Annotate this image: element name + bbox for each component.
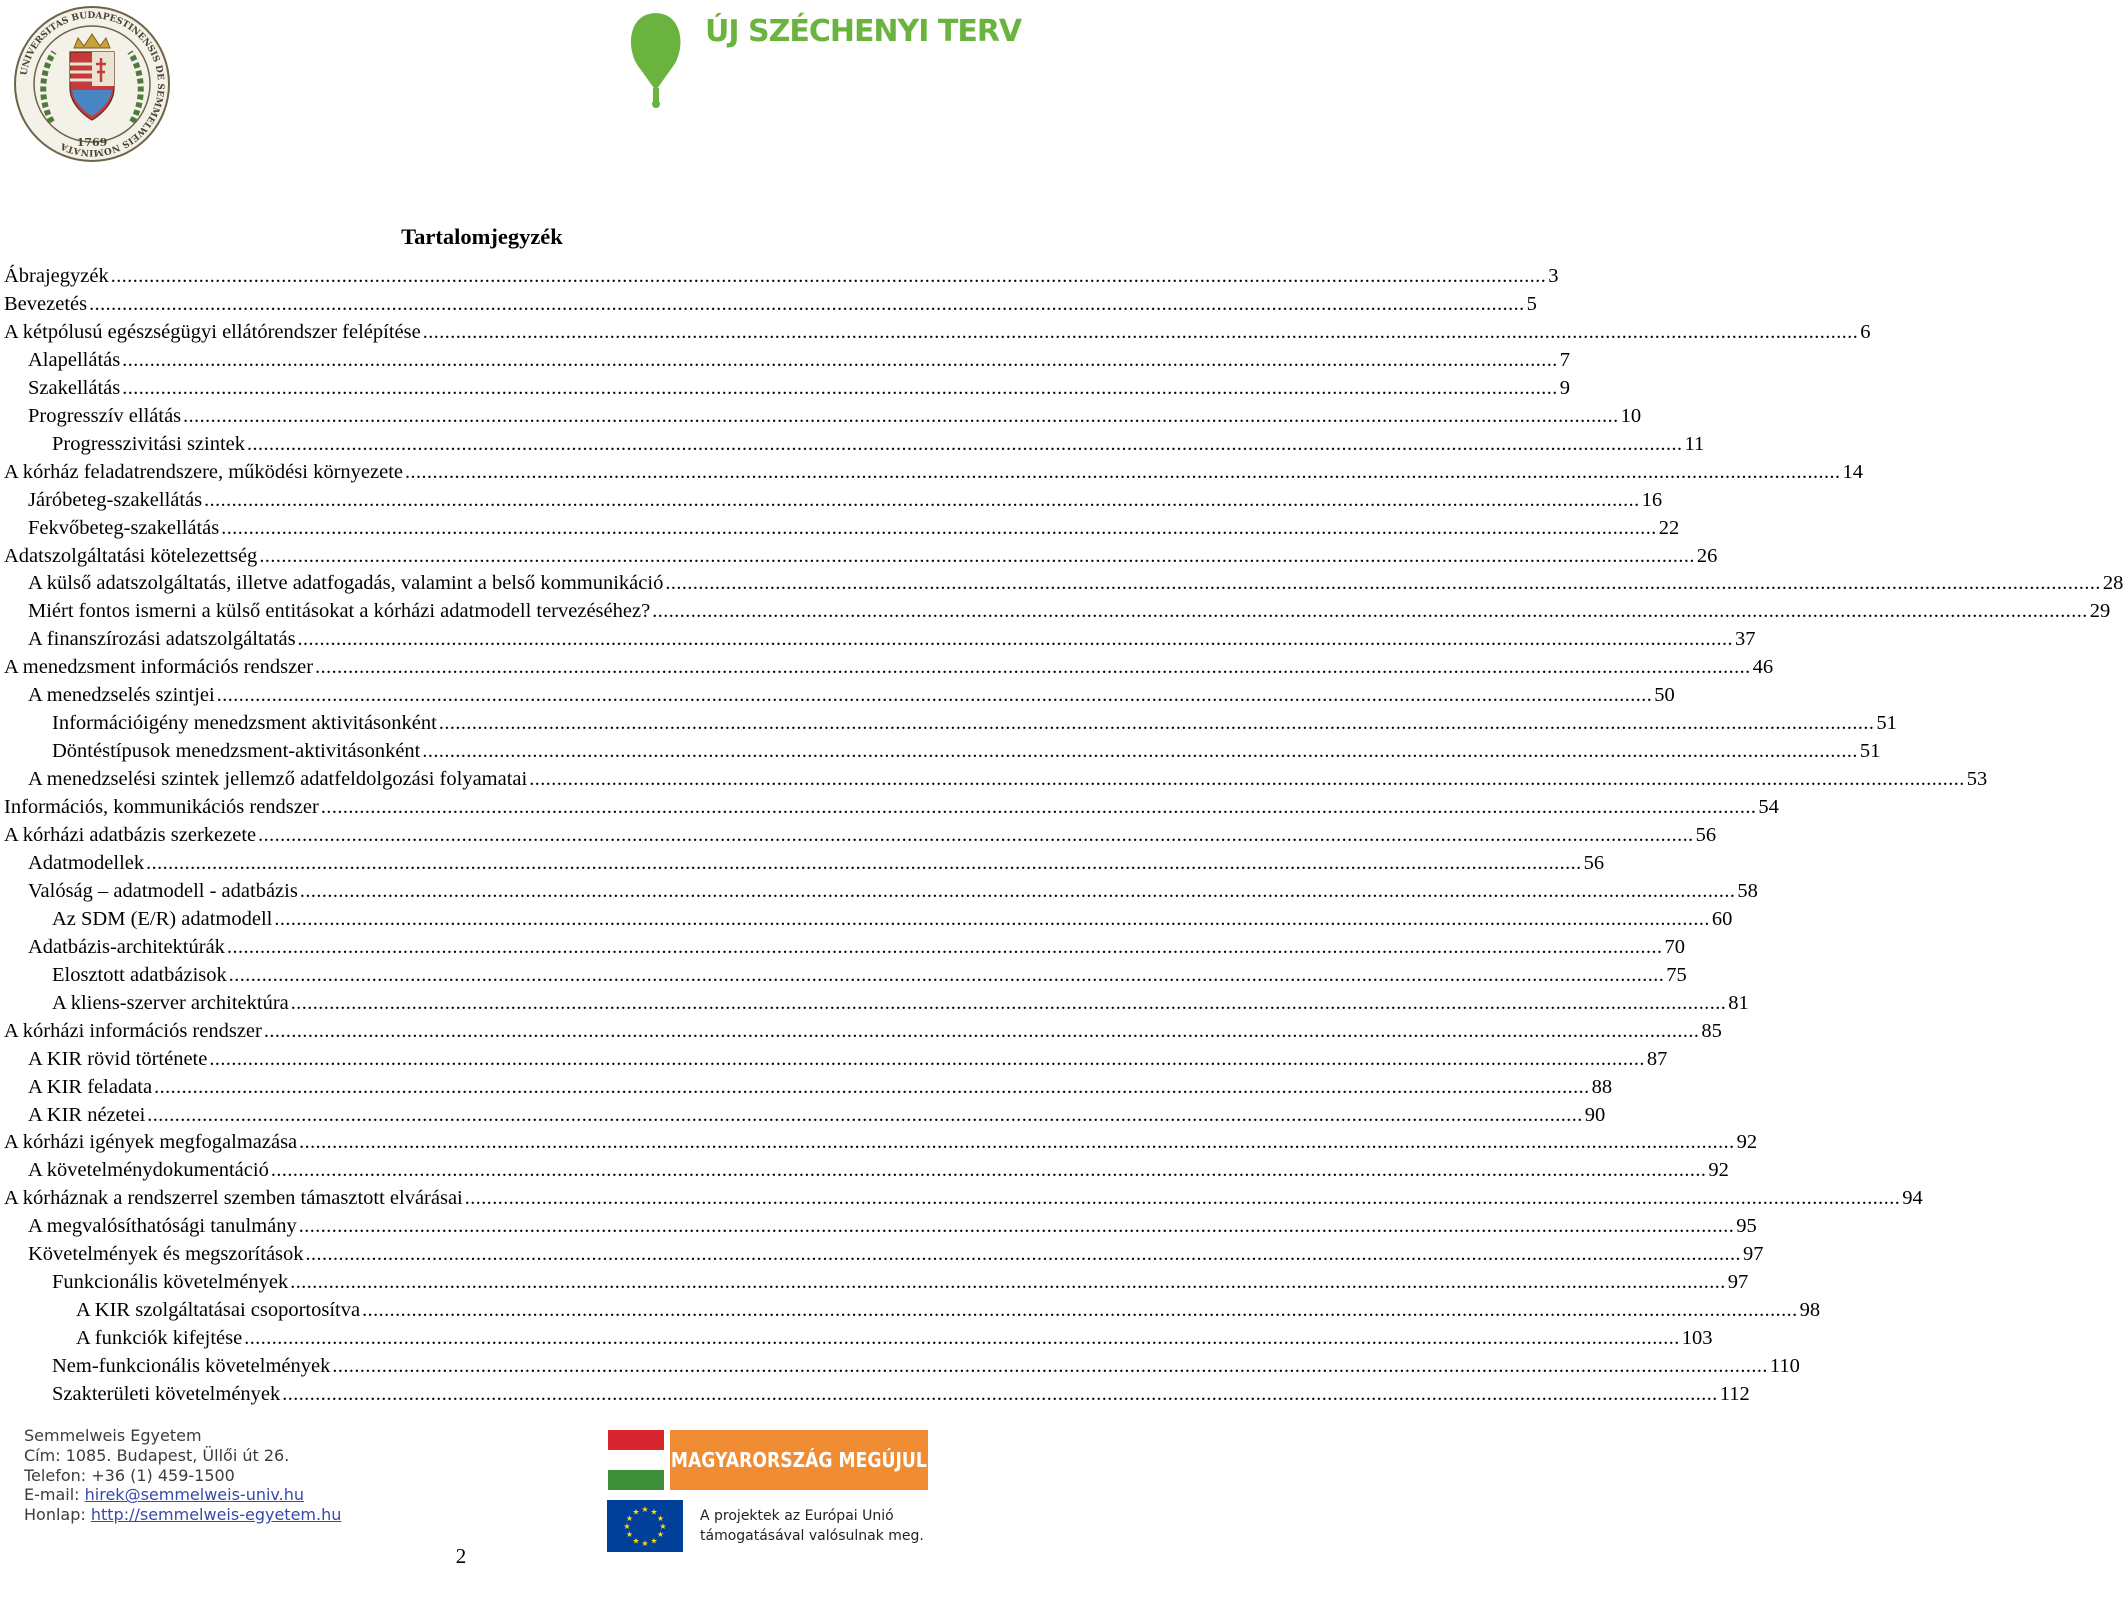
toc-entry-page: 26 [1696,544,1718,567]
toc-leader-dots [183,402,1619,430]
toc-entry-title: A kórháznak a rendszerrel szemben támasztott elvárásai [4,1187,463,1210]
toc-leader-dots [229,961,1665,989]
toc-leader-dots [306,1240,1742,1268]
toc-entry[interactable] [4,1184,1923,1212]
hungarian-flag-icon [608,1430,664,1490]
toc-entry-page: 60 [1711,907,1733,930]
toc-leader-dots [423,318,1859,346]
toc-entry-title: Szakellátás [28,376,121,399]
toc-entry-title: A menedzselési szintek jellemző adatfeldolgozási folyamatai [28,768,528,791]
toc-entry-page: 51 [1859,740,1881,763]
contact-web-label: Honlap: [24,1505,91,1525]
toc-entry-page: 28 [2102,572,2123,595]
toc-entry[interactable] [52,961,1687,989]
contact-block [24,1426,404,1525]
contact-email-link[interactable]: hirek@semmelweis-univ.hu [84,1485,305,1505]
toc-entry-title: Adatszolgáltatási kötelezettség [4,544,258,567]
toc-entry-title: Az SDM (E/R) adatmodell [52,907,273,930]
toc-entry[interactable] [4,542,1718,570]
svg-text:★: ★ [650,1507,658,1517]
toc-entry-page: 58 [1737,879,1758,902]
toc-entry[interactable] [52,430,1705,458]
contact-org: Semmelweis Egyetem [24,1426,202,1445]
toc-entry[interactable] [4,821,1717,849]
toc-leader-dots [247,430,1683,458]
toc-entry-title: Valóság – adatmodell - adatbázis [28,879,298,902]
toc-leader-dots [332,1352,1768,1380]
toc-entry-title: A megvalósíthatósági tanulmány [28,1215,297,1238]
toc-leader-dots [217,681,1653,709]
toc-leader-dots [282,1380,1718,1408]
svg-text:★: ★ [656,1514,665,1523]
toc-leader-dots [122,346,1558,374]
toc-entry-page: 94 [1902,1187,1923,1210]
toc-leader-dots [89,290,1525,318]
toc-entry-page: 70 [1664,935,1685,958]
toc-entry-title: A KIR nézetei [28,1103,146,1126]
toc-leader-dots [258,821,1694,849]
toc-entry[interactable] [52,905,1733,933]
toc-entry-title: Funkcionális követelmények [52,1271,289,1294]
toc-entry-page: 56 [1583,851,1605,874]
toc-entry-title: Bevezetés [4,292,88,315]
toc-entry-title: A kétpólusú egészségügyi ellátórendszer felépítése [4,320,421,343]
toc-entry-title: Progresszív ellátás [28,404,182,427]
toc-entry-title: A kórházi információs rendszer [4,1019,262,1042]
toc-entry-page: 56 [1695,824,1717,846]
toc-entry-page: 92 [1708,1159,1729,1182]
toc-entry-page: 85 [1701,1019,1722,1042]
toc-leader-dots [204,486,1640,514]
toc-leader-dots [209,1045,1645,1073]
toc-entry[interactable] [4,262,1559,290]
logo-text: ÚJ SZÉCHENYI TERV [705,14,1022,49]
toc-entry[interactable] [28,486,1663,514]
toc-entry[interactable] [4,318,1871,346]
toc-entry-title: Miért fontos ismerni a külső entitásokat a kórházi adatmodell tervezéséhez? [28,600,651,623]
contact-email-label: E-mail: [24,1485,85,1505]
toc-entry-page: 46 [1752,656,1774,679]
contact-phone: Telefon: +36 (1) 459-1500 [24,1465,235,1485]
magyarorszag-megujul-banner [608,1430,928,1490]
toc-leader-dots [405,458,1841,486]
toc-entry-page: 29 [2089,600,2111,623]
toc-entry-title: A KIR feladata [28,1075,153,1098]
toc-entry[interactable] [52,737,1881,765]
toc-entry[interactable] [28,1045,1668,1073]
toc-leader-dots [298,625,1734,653]
toc-entry-title: A követelménydokumentáció [28,1159,269,1182]
toc-entry-page: 22 [1658,516,1680,539]
toc-entry-page: 103 [1681,1327,1713,1350]
toc-leader-dots [274,905,1710,933]
toc-leader-dots [315,653,1751,681]
toc-leader-dots [271,1156,1707,1184]
toc-entry[interactable] [28,374,1570,402]
toc-entry-title: Szakterületi követelmények [52,1383,281,1405]
svg-text:★: ★ [632,1507,640,1517]
toc-entry[interactable] [52,989,1749,1017]
toc-leader-dots [221,514,1657,542]
toc-entry-title: Ábrajegyzék [4,265,109,287]
toc-entry-page: 7 [1559,348,1570,371]
toc-entry[interactable] [76,1296,1821,1324]
toc-entry-page: 110 [1769,1355,1800,1378]
toc-leader-dots [264,1017,1700,1045]
svg-text:★: ★ [632,1536,640,1546]
toc-leader-dots [299,1128,1735,1156]
contact-web-link[interactable]: http://semmelweis-egyetem.hu [90,1505,342,1525]
toc-leader-dots [439,709,1875,737]
toc-entry-title: A menedzselés szintjei [28,684,215,707]
toc-entry-title: Elosztott adatbázisok [52,963,227,986]
toc-entry-title: Döntéstípusok menedzsment-aktivitásonként [52,740,421,763]
toc-leader-dots [111,262,1547,290]
toc-entry-page: 10 [1620,404,1642,427]
toc-entry-page: 50 [1654,684,1675,707]
svg-text:★: ★ [656,1530,665,1539]
toc-entry-title: Adatbázis-architektúrák [28,935,225,958]
toc-entry-page: 5 [1526,292,1537,315]
toc-entry-page: 112 [1719,1383,1750,1405]
toc-leader-dots [299,1212,1735,1240]
toc-entry-title: Járóbeteg-szakellátás [28,488,203,511]
toc-entry-title: Követelmények és megszorítások [28,1243,304,1266]
toc-entry-page: 9 [1559,376,1570,399]
toc-entry-page: 92 [1736,1131,1758,1154]
toc-entry-title: A kliens-szerver architektúra [52,991,289,1014]
toc-entry-page: 3 [1548,265,1559,287]
toc-entry[interactable] [52,1268,1749,1296]
toc-entry[interactable] [4,458,1863,486]
toc-entry[interactable] [52,1352,1800,1380]
toc-entry-page: 87 [1646,1047,1668,1070]
toc-entry[interactable] [28,933,1685,961]
toc-entry-title: A finanszírozási adatszolgáltatás [28,628,296,651]
toc-entry-page: 14 [1842,460,1863,483]
toc-entry-page: 97 [1743,1243,1764,1266]
toc-leader-dots [290,1268,1726,1296]
toc-entry[interactable] [28,625,1756,653]
toc-leader-dots [665,569,2101,597]
toc-entry-title: Nem-funkcionális követelmények [52,1355,331,1378]
svg-text:★: ★ [625,1530,634,1539]
toc-entry[interactable] [28,877,1758,905]
toc-leader-dots [465,1184,1901,1212]
toc-entry[interactable] [4,653,1774,681]
toc-entry[interactable] [28,1240,1764,1268]
toc-entry-page: 98 [1799,1299,1821,1322]
toc-entry[interactable] [76,1324,1713,1352]
toc-entry[interactable] [28,597,2111,625]
toc-entry-page: 53 [1966,768,1988,791]
toc-entry[interactable] [4,1017,1722,1045]
toc-leader-dots [244,1324,1680,1352]
toc-entry[interactable] [28,849,1605,877]
toc-entry-title: Információs, kommunikációs rendszer [4,796,319,819]
toc-entry[interactable] [28,1156,1729,1184]
toc-entry-title: A funkciók kifejtése [76,1327,243,1350]
svg-text:★: ★ [623,1522,631,1531]
seal-year: 1769 [76,136,108,149]
toc-entry-page: 51 [1876,712,1897,735]
toc-entry[interactable] [28,1212,1757,1240]
toc-leader-dots [259,542,1695,570]
toc-entry[interactable] [28,514,1680,542]
toc-entry-title: A menedzsment információs rendszer [4,656,314,679]
toc-entry-page: 75 [1666,963,1687,986]
toc-entry-title: A KIR rövid története [28,1047,208,1070]
toc-entry[interactable] [28,1073,1613,1101]
toc-leader-dots [652,597,2088,625]
eu-support-text: A projektek az Európai Unió támogatásával valósulnak meg. [700,1508,924,1544]
toc-leader-dots [122,374,1558,402]
svg-text:★: ★ [650,1536,658,1546]
toc-entry-page: 90 [1584,1103,1606,1126]
seal-text: UNIVERSITAS BUDAPESTINENSIS DE SEMMELWEIS NOMINATA [19,10,166,158]
toc-entry[interactable] [52,709,1897,737]
svg-text:★: ★ [641,1505,649,1514]
toc-entry-page: 97 [1727,1271,1749,1294]
toc-entry-title: Információigény menedzsment aktivitásonként [52,712,437,735]
banner-text: MAGYARORSZÁG MEGÚJUL [671,1448,927,1472]
toc-entry-title: A KIR szolgáltatásai csoportosítva [76,1299,361,1322]
toc-entry[interactable] [4,290,1537,318]
toc-entry-page: 88 [1591,1075,1613,1098]
toc-entry[interactable] [28,402,1642,430]
toc-entry-page: 16 [1641,488,1663,511]
toc-leader-dots [227,933,1663,961]
toc-leader-dots [529,765,1965,793]
svg-text:★: ★ [659,1522,667,1531]
toc-leader-dots [146,849,1582,877]
toc-entry-page: 11 [1684,432,1705,455]
toc-leader-dots [321,793,1757,821]
toc-entry[interactable] [28,569,2123,597]
toc-entry-title: Fekvőbeteg-szakellátás [28,516,220,539]
toc-leader-dots [300,877,1736,905]
toc-entry-page: 81 [1728,991,1749,1014]
toc-entry-title: Adatmodellek [28,851,145,874]
toc-entry-title: A kórház feladatrendszere, működési környezete [4,460,403,483]
toc-title: Tartalomjegyzék [401,224,563,249]
toc-leader-dots [422,737,1858,765]
toc-entry-title: Alapellátás [28,348,121,371]
toc-leader-dots [147,1101,1583,1129]
toc-entry-page: 6 [1860,320,1871,343]
toc-entry-title: A külső adatszolgáltatás, illetve adatfogadás, valamint a belső kommunikáció [28,572,664,595]
university-seal-icon [12,4,172,164]
page-number: 2 [455,1544,467,1568]
toc-entry[interactable] [28,1101,1606,1129]
toc-entry-page: 95 [1736,1215,1757,1238]
toc-entry-title: A kórházi igények megfogalmazása [4,1131,298,1154]
toc-entry[interactable] [28,681,1675,709]
svg-text:★: ★ [625,1514,634,1523]
toc-entry[interactable] [4,1128,1758,1156]
toc-leader-dots [291,989,1727,1017]
toc-entry-title: Progresszivitási szintek [52,432,246,455]
toc-entry[interactable] [28,765,1988,793]
toc-entry[interactable] [4,793,1779,821]
toc-leader-dots [154,1073,1590,1101]
toc-entry-page: 54 [1758,796,1779,819]
toc-entry[interactable] [52,1380,1750,1408]
contact-address: Cím: 1085. Budapest, Üllői út 26. [24,1445,290,1465]
toc-entry-title: A kórházi adatbázis szerkezete [4,824,257,846]
svg-text:★: ★ [641,1539,649,1548]
toc-entry[interactable] [28,346,1570,374]
toc-entry-page: 37 [1735,628,1756,651]
toc-leader-dots [362,1296,1798,1324]
